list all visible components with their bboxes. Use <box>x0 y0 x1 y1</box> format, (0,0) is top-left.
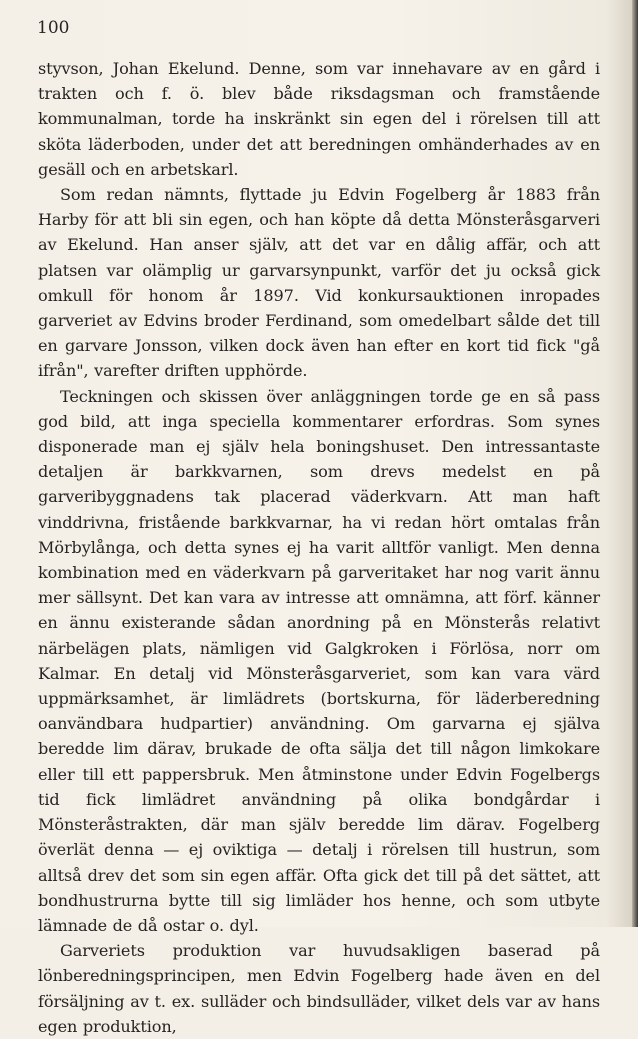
paragraph-production: Garveriets produktion var huvudsakligen baserad på lönberedningsprincipen, men Edvin Fogelberg hade även en del försäljning av t. ex. sulläder och bindsulläder, vilket dels var av hans egen produktion, <box>38 941 600 1036</box>
paragraph-drawing-and-sketch: Teckningen och skissen över anläggningen torde ge en så pass god bild, att inga speciella kommentarer erfordras. Som synes disponerade man ej själv hela boningshuset. Den intressantaste detaljen är barkkvarnen, som drevs medelst en på garveribyggnadens tak placerad väderkvarn. Att man haft vinddrivna, fristående barkkvarnar, ha vi redan hört omtalas från Mörbylånga, och detta synes ej ha varit alltför vanligt. Men denna kombination med en väderkvarn på garveritaket har nog varit ännu mer sällsynt. Det kan vara av intresse att omnämna, att förf. känner en ännu existerande sådan anordning på en Mönsterås relativt närbelägen plats, nämligen vid Galgkroken i Förlösa, norr om Kalmar. En detalj vid Mönsteråsgarveriet, som kan vara värd uppmärksamhet, är limlädrets (bortskurna, för läderberedning oanvändbara hudpartier) användning. Om garvarna ej själva beredde lim därav, brukade de ofta sälja det till någon limkokare eller till ett pappersbruk. Men åtminstone under Edvin Fogelbergs tid fick limlädret användning på olika bondgårdar i Mönsteråstrakten, där man själv beredde lim därav. Fogelberg överlät denna — ej oviktiga — detalj i rörelsen till hustrun, som alltså drev det som sin egen affär. Ofta gick det till på det sättet, att bondhustrurna bytte till sig limläder hos henne, och som utbyte lämnade de då ostar o. dyl. <box>38 386 600 935</box>
paragraph-continuation: styvson, Johan Ekelund. Denne, som var innehavare av en gård i trakten och f. ö. blev både riksdagsman och framstående kommunalman, torde ha inskränkt sin egen del i rörelsen till att sköta läderboden, under det att beredningen omhänderhades av en gesäll och en arbetskarl. <box>38 59 600 179</box>
page-edge-shadow <box>632 0 638 927</box>
page-number: 100 <box>37 18 70 38</box>
body-text <box>38 56 600 1039</box>
paragraph-edvin-fogelberg: Som redan nämnts, flyttade ju Edvin Fogelberg år 1883 från Harby för att bli sin egen, och han köpte då detta Mönsteråsgarveri av Ekelund. Han anser själv, att det var en dålig affär, och att platsen var olämplig ur garvarsynpunkt, varför det ju också gick omkull för honom år 1897. Vid konkursauktionen inropades garveriet av Edvins broder Ferdinand, som omedelbart sålde det till en garvare Jonsson, vilken dock även han efter en kort tid fick "gå ifrån", varefter driften upphörde. <box>38 185 600 381</box>
